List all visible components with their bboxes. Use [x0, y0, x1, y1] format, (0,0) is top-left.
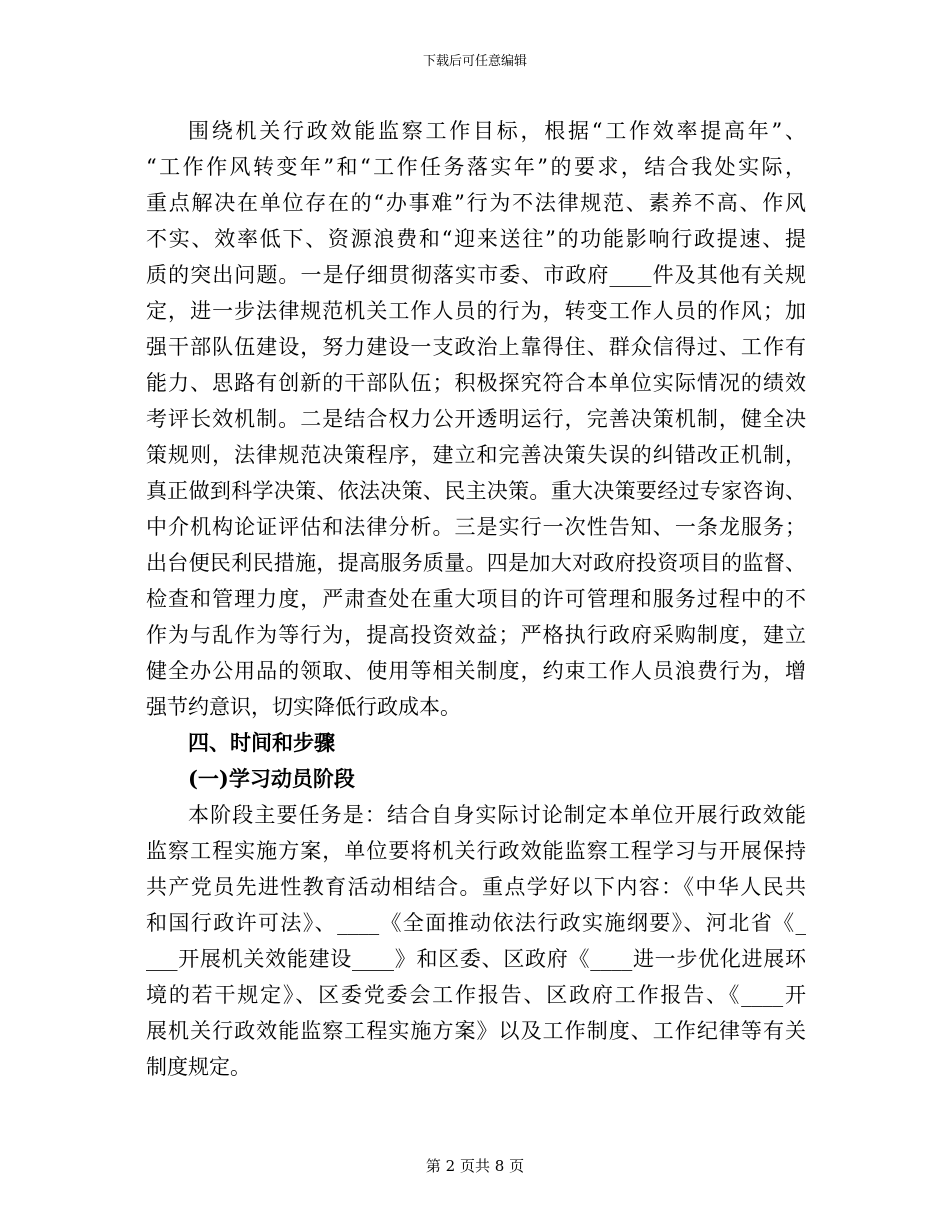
text-line: 能力、思路有创新的干部队伍；积极探究符合本单位实际情况的绩效	[146, 371, 806, 395]
text-line: ___开展机关效能建设____》和区委、区政府《____进一步优化进展环	[146, 947, 806, 971]
text-line: 强节约意识，切实降低行政成本。	[146, 695, 461, 719]
text-line: 策规则，法律规范决策程序，建立和完善决策失误的纠错改正机制，	[146, 443, 806, 467]
text-line: 监察工程实施方案，单位要将机关行政效能监察工程学习与开展保持	[146, 839, 806, 863]
text-line: 中介机构论证评估和法律分析。三是实行一次性告知、一条龙服务；	[146, 515, 806, 539]
text-line: 出台便民利民措施，提高服务质量。四是加大对政府投资项目的监督、	[146, 551, 806, 575]
text-line: 共产党员先进性教育活动相结合。重点学好以下内容：《中华人民共	[146, 875, 806, 899]
text-line: 围绕机关行政效能监察工作目标，根据“工作效率提高年”、	[188, 119, 806, 143]
text-line: 展机关行政效能监察工程实施方案》以及工作制度、工作纪律等有关	[146, 1019, 806, 1043]
paragraph-goals	[146, 113, 806, 725]
text-line: 不实、效率低下、资源浪费和“迎来送往”的功能影响行政提速、提	[146, 227, 806, 251]
text-line: “工作作风转变年”和“工作任务落实年”的要求，结合我处实际，	[146, 155, 806, 179]
text-line: 强干部队伍建设，努力建设一支政治上靠得住、群众信得过、工作有	[146, 335, 806, 359]
text-line: 境的若干规定》、区委党委会工作报告、区政府工作报告、《____开	[146, 983, 806, 1007]
text-line: 制度规定。	[146, 1055, 251, 1079]
paragraph-stage-tasks	[146, 797, 806, 1085]
text-line: 定，进一步法律规范机关工作人员的行为，转变工作人员的作风；加	[146, 299, 806, 323]
text-line: 检查和管理力度，严肃查处在重大项目的许可管理和服务过程中的不	[146, 587, 806, 611]
text-line: 真正做到科学决策、依法决策、民主决策。重大决策要经过专家咨询、	[146, 479, 806, 503]
text-line: 和国行政许可法》、____《全面推动依法行政实施纲要》、河北省《_	[146, 911, 806, 935]
text-line: 重点解决在单位存在的“办事难”行为不法律规范、素养不高、作风	[146, 191, 806, 215]
text-line: 质的突出问题。一是仔细贯彻落实市委、市政府____件及其他有关规	[146, 263, 806, 287]
text-line: 本阶段主要任务是：结合自身实际讨论制定本单位开展行政效能	[188, 803, 806, 827]
text-line: 考评长效机制。二是结合权力公开透明运行，完善决策机制，健全决	[146, 407, 806, 431]
subsection-heading: (一)学习动员阶段	[188, 766, 355, 791]
section-heading: 四、时间和步骤	[188, 730, 335, 755]
document-body	[146, 113, 806, 1085]
page-number: 第 2 页共 8 页	[425, 1157, 525, 1175]
text-line: 健全办公用品的领取、使用等相关制度，约束工作人员浪费行为，增	[146, 659, 806, 683]
page-header-note: 下载后可任意编辑	[422, 54, 527, 69]
text-line: 作为与乱作为等行为，提高投资效益；严格执行政府采购制度，建立	[146, 623, 806, 647]
